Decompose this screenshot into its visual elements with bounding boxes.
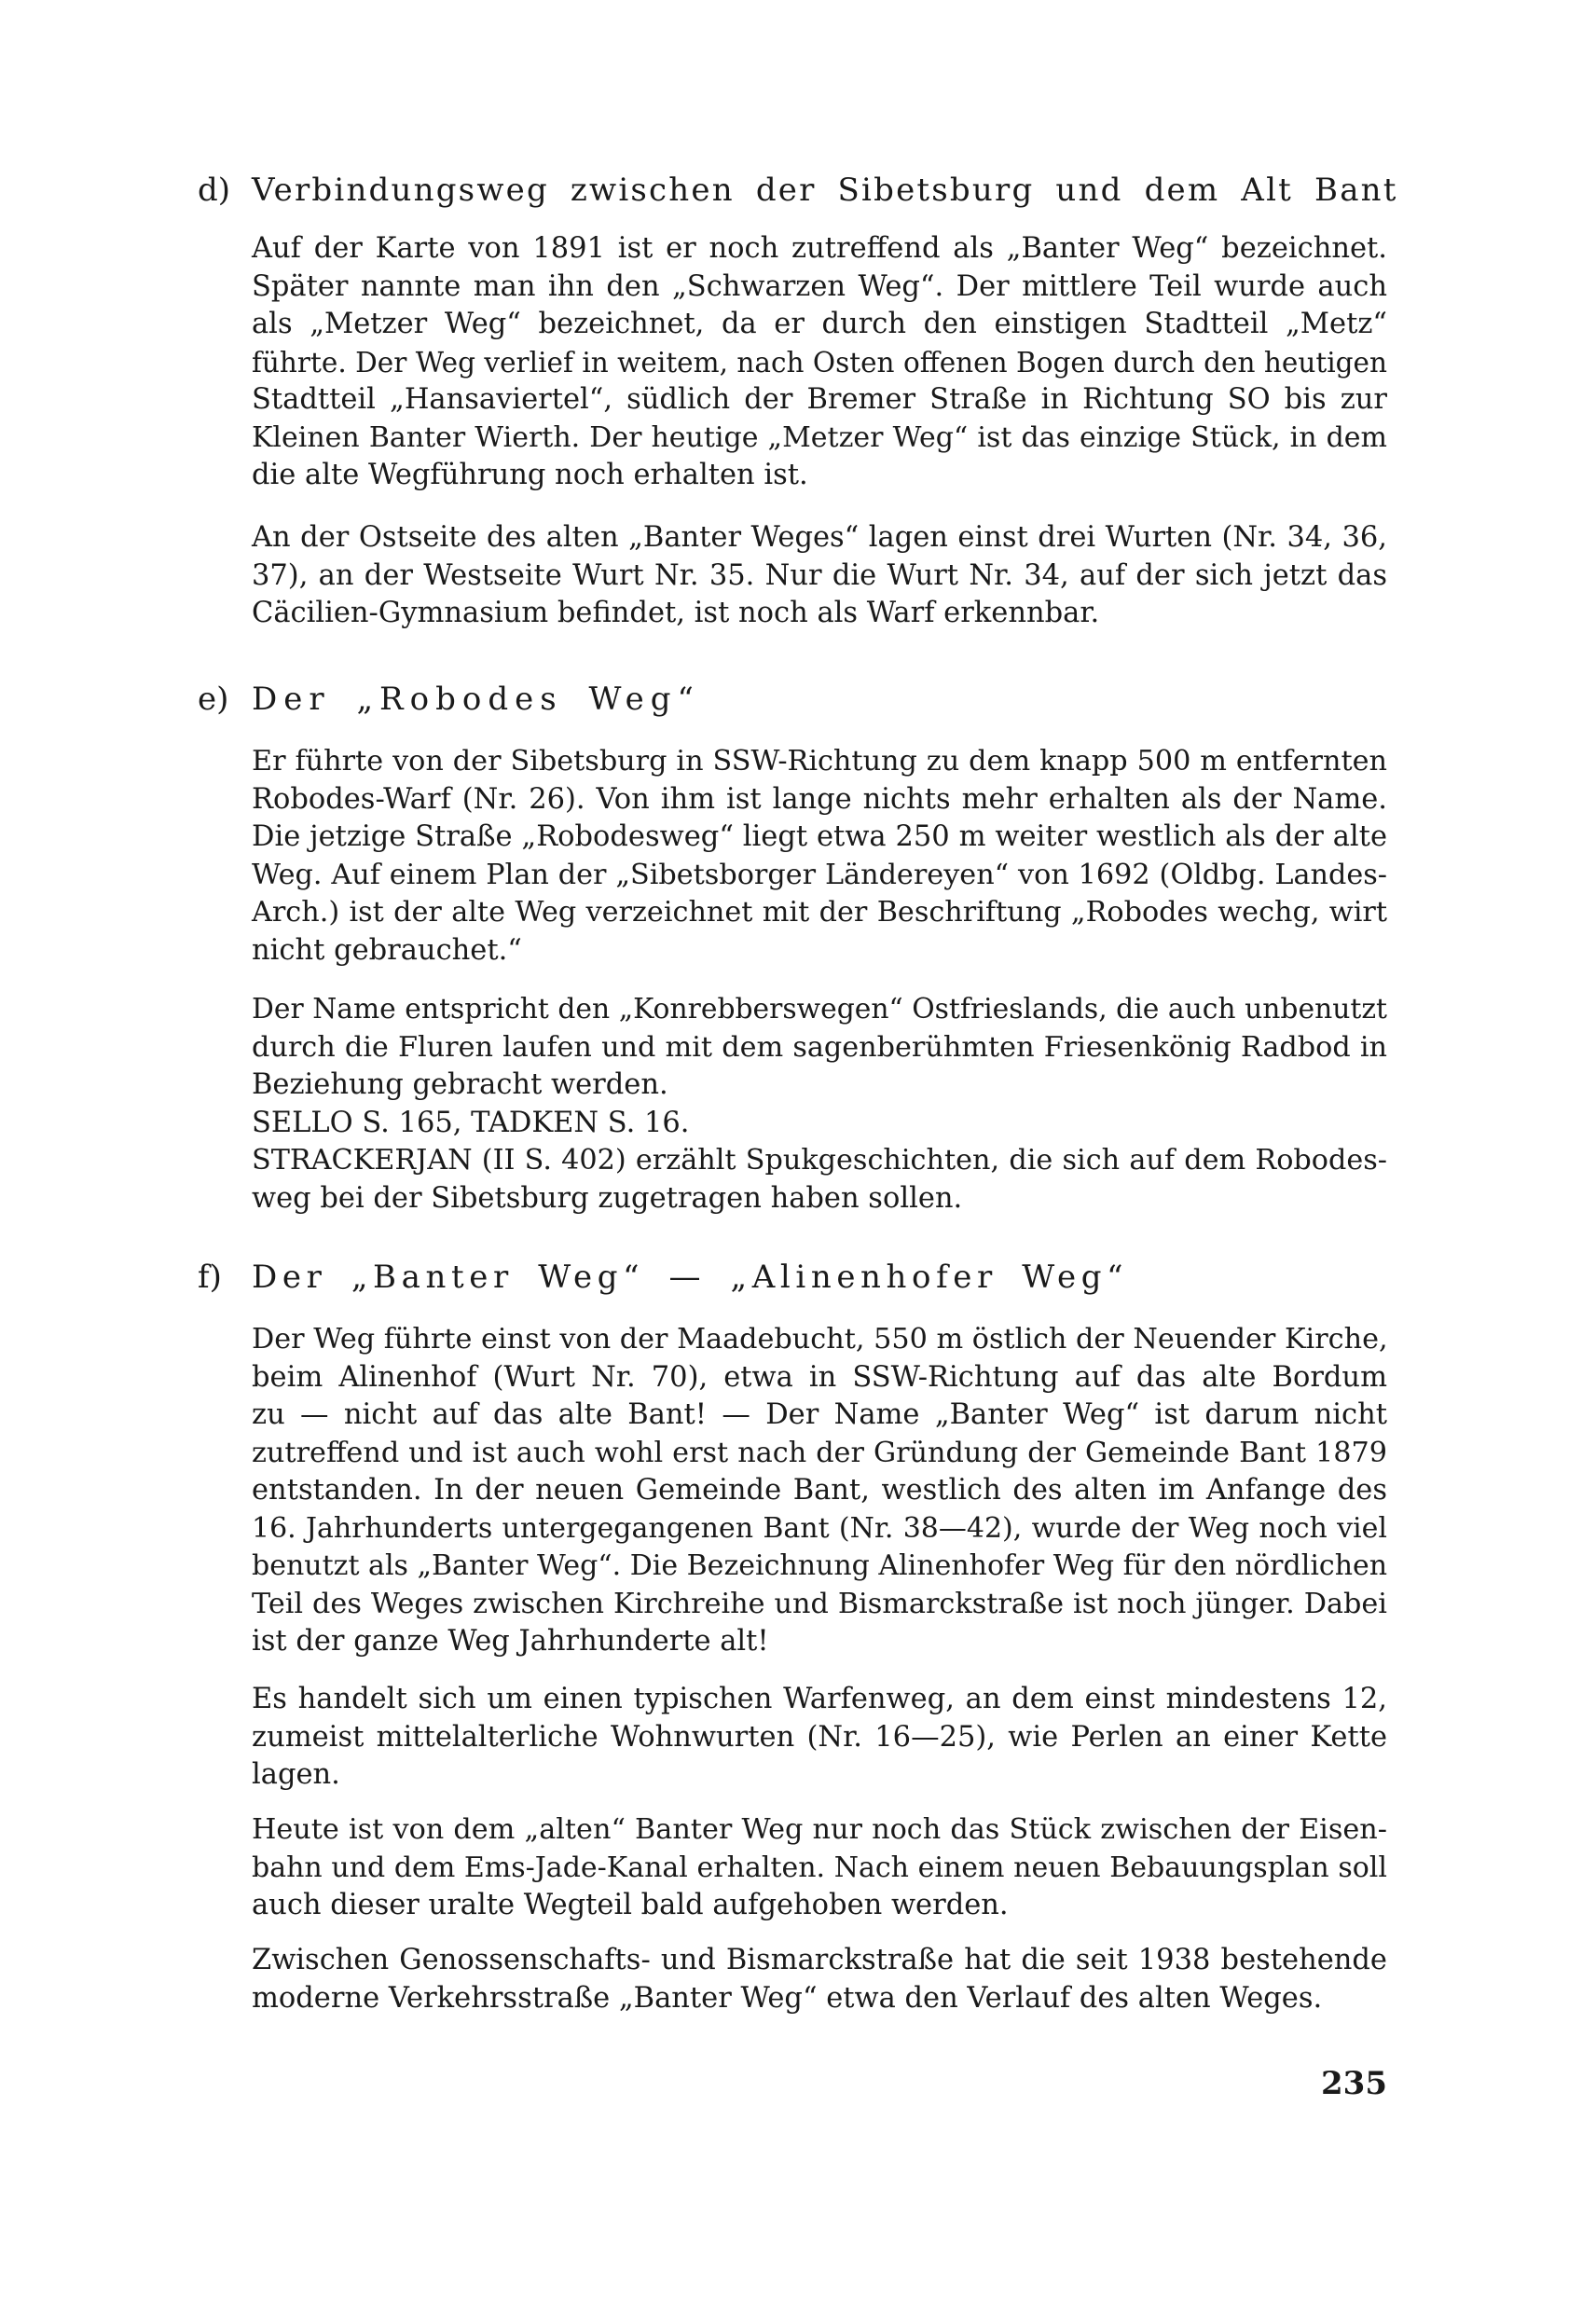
text-line: Später nannte man ihn den „Schwarzen Weg“. Der mittlere Teil wurde auch	[252, 269, 1387, 303]
section-title: Der „Robodes Weg“	[252, 681, 700, 718]
paragraph	[252, 1681, 1387, 1795]
text-line: ist der ganze Weg Jahrhunderte alt!	[252, 1625, 769, 1658]
text-line: weg bei der Sibetsburg zugetragen haben sollen.	[252, 1181, 963, 1215]
text-line: Beziehung gebracht werden.	[252, 1068, 668, 1101]
page-number: 235	[1321, 2065, 1387, 2102]
section-title: Der „Banter Weg“ — „Alinenhofer Weg“	[252, 1259, 1129, 1296]
paragraph	[252, 991, 1387, 1218]
paragraph	[252, 519, 1387, 633]
text-line: Weg. Auf einem Plan der „Sibetsborger Ländereyen“ von 1692 (Oldbg. Landes-	[252, 858, 1387, 891]
text-line: Stadtteil „Hansaviertel“, südlich der Bremer Straße in Richtung SO bis zur	[252, 383, 1387, 416]
text-line: zu — nicht auf das alte Bant! — Der Name „Banter Weg“ ist darum nicht	[252, 1398, 1387, 1431]
text-line: Arch.) ist der alte Weg verzeichnet mit der Beschriftung „Robodes wechg, wirt	[252, 896, 1387, 929]
text-line: zutreffend und ist auch wohl erst nach der Gründung der Gemeinde Bant 1879	[252, 1436, 1387, 1469]
section-title: Verbindungsweg zwischen der Sibetsburg und dem Alt Bant	[252, 172, 1398, 209]
text-line: Auf der Karte von 1891 ist er noch zutreffend als „Banter Weg“ bezeichnet.	[252, 232, 1387, 265]
paragraph	[252, 230, 1387, 495]
section-heading-e	[198, 681, 1400, 718]
text-line: An der Ostseite des alten „Banter Weges“ lagen einst drei Wurten (Nr. 34, 36,	[252, 521, 1387, 554]
text-line: Die jetzige Straße „Robodesweg“ liegt etwa 250 m weiter westlich als der alte	[252, 820, 1387, 853]
text-line: SELLO S. 165, TADKEN S. 16.	[252, 1106, 690, 1139]
paragraph	[252, 1321, 1387, 1661]
section-letter: e)	[198, 681, 229, 718]
paragraph	[252, 743, 1387, 970]
text-line: führte. Der Weg verlief in weitem, nach Osten offenen Bogen durch den heutigen	[252, 346, 1387, 378]
text-line: durch die Fluren laufen und mit dem sagenberühmten Friesenkönig Radbod in	[252, 1030, 1387, 1064]
text-line: Der Weg führte einst von der Maadebucht, 550 m östlich der Neuender Kirche,	[252, 1323, 1388, 1356]
text-line: 37), an der Westseite Wurt Nr. 35. Nur die Wurt Nr. 34, auf der sich jetzt das	[252, 558, 1387, 592]
text-line: Heute ist von dem „alten“ Banter Weg nur noch das Stück zwischen der Eisen-	[252, 1813, 1387, 1846]
section-letter: f)	[198, 1259, 222, 1296]
text-line: als „Metzer Weg“ bezeichnet, da er durch den einstigen Stadtteil „Metz“	[252, 308, 1387, 340]
text-line: Es handelt sich um einen typischen Warfenweg, an dem einst mindestens 12,	[252, 1683, 1387, 1715]
text-line: bahn und dem Ems-Jade-Kanal erhalten. Nach einem neuen Bebauungsplan soll	[252, 1851, 1387, 1884]
section-heading-f	[198, 1259, 1400, 1296]
section-letter: d)	[198, 172, 231, 209]
text-line: die alte Wegführung noch erhalten ist.	[252, 459, 808, 491]
paragraph	[252, 1811, 1387, 1925]
text-line: benutzt als „Banter Weg“. Die Bezeichnung Alinenhofer Weg für den nördlichen	[252, 1549, 1388, 1582]
text-line: entstanden. In der neuen Gemeinde Bant, westlich des alten im Anfange des	[252, 1474, 1387, 1507]
text-line: Zwischen Genossenschafts- und Bismarckstraße hat die seit 1938 bestehende	[252, 1944, 1387, 1976]
text-line: zumeist mittelalterliche Wohnwurten (Nr. 16—25), wie Perlen an einer Kette	[252, 1720, 1387, 1754]
section-heading-d	[198, 172, 1400, 209]
text-line: Cäcilien-Gymnasium befindet, ist noch als Warf erkennbar.	[252, 597, 1100, 629]
text-line: Kleinen Banter Wierth. Der heutige „Metzer Weg“ ist das einzige Stück, in dem	[252, 420, 1387, 454]
text-line: Er führte von der Sibetsburg in SSW-Richtung zu dem knapp 500 m entfernten	[252, 745, 1387, 778]
text-line: 16. Jahrhunderts untergegangenen Bant (Nr. 38—42), wurde der Weg noch viel	[252, 1511, 1387, 1545]
text-line: Teil des Weges zwischen Kirchreihe und Bismarckstraße ist noch jünger. Dabei	[252, 1587, 1387, 1620]
text-line: STRACKERJAN (II S. 402) erzählt Spukgeschichten, die sich auf dem Robodes-	[252, 1144, 1387, 1177]
text-line: nicht gebrauchet.“	[252, 933, 522, 967]
paragraph	[252, 1942, 1387, 2017]
text-line: lagen.	[252, 1758, 340, 1791]
text-line: beim Alinenhof (Wurt Nr. 70), etwa in SSW-Richtung auf das alte Bordum	[252, 1360, 1387, 1394]
text-line: auch dieser uralte Wegteil bald aufgehoben werden.	[252, 1889, 1009, 1921]
text-line: Robodes-Warf (Nr. 26). Von ihm ist lange nichts mehr erhalten als der Name.	[252, 782, 1387, 816]
text-line: Der Name entspricht den „Konrebberswegen“ Ostfrieslands, die auch unbenutzt	[252, 993, 1387, 1025]
text-line: moderne Verkehrsstraße „Banter Weg“ etwa den Verlauf des alten Weges.	[252, 1981, 1323, 2015]
